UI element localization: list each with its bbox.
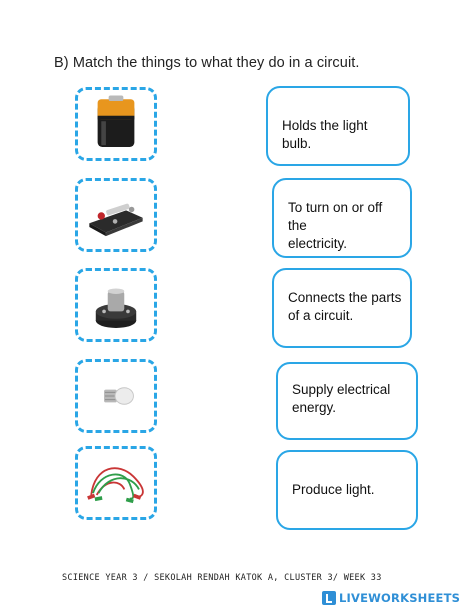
- instruction-title: B) Match the things to what they do in a circuit.: [54, 55, 360, 71]
- switch-picture-box[interactable]: [75, 178, 157, 252]
- light-bulb-picture-box[interactable]: [75, 359, 157, 433]
- brand-name: LIVEWORKSHEETS: [339, 591, 461, 605]
- brand-check-icon: [322, 591, 336, 605]
- footer-text: SCIENCE YEAR 3 / SEKOLAH RENDAH KATOK A, CLUSTER 3/ WEEK 33: [62, 573, 382, 583]
- answer-text-line2: energy.: [292, 400, 337, 415]
- answer-box-5[interactable]: [276, 450, 418, 530]
- answer-text-line2: of a circuit.: [288, 308, 354, 323]
- answer-text-line1: Supply electrical: [292, 382, 391, 397]
- brand-logo: [322, 591, 460, 605]
- bulb-holder-picture-box[interactable]: [75, 268, 157, 342]
- wires-picture-box[interactable]: [75, 446, 157, 520]
- answer-text-line2: electricity.: [288, 236, 348, 251]
- switch-icon: [78, 181, 154, 249]
- battery-icon: [78, 90, 154, 158]
- bulb-holder-icon: [78, 271, 154, 339]
- answer-text-line1: To turn on or off the: [288, 200, 383, 233]
- answer-text-line1: Produce light.: [292, 482, 375, 497]
- answer-text-line1: Connects the parts: [288, 290, 402, 305]
- battery-picture-box[interactable]: [75, 87, 157, 161]
- light-bulb-icon: [78, 362, 154, 430]
- answer-text-line1: Holds the light bulb.: [282, 118, 368, 151]
- answer-box-2[interactable]: [272, 178, 412, 258]
- wires-icon: [78, 449, 154, 517]
- answer-box-4[interactable]: [276, 362, 418, 440]
- answer-box-1[interactable]: [266, 86, 410, 166]
- answer-box-3[interactable]: [272, 268, 412, 348]
